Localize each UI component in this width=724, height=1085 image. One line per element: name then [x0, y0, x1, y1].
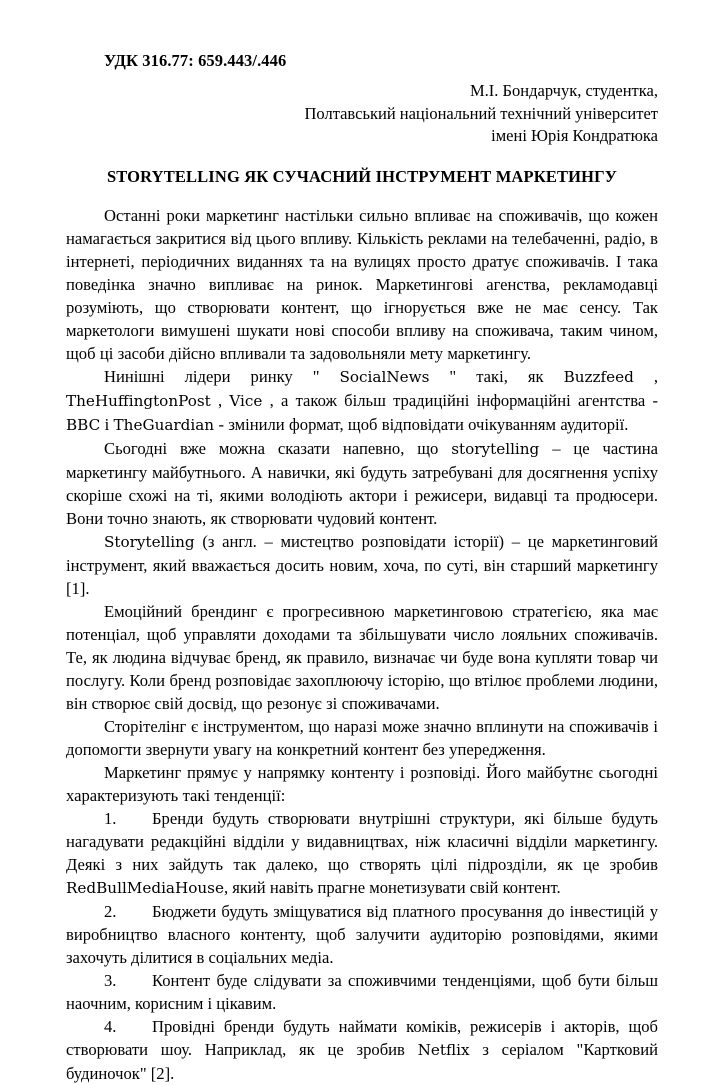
- author-affiliation-block: [66, 72, 658, 148]
- list-item-text: Бюджети будуть зміщуватися від платного просування до інвестицій у виробництво власного контенту, щоб залучити аудиторію розповідями, якими захочуть ділитися в соціальних медіа.: [66, 901, 658, 967]
- paragraph-5: Емоційний брендинг є прогресивною маркетинговою стратегією, яка має потенціал, щоб управляти доходами та збільшувати число лояльних споживачів. Те, як людина відчуває бренд, як правило, визначає чи буде вона купляти товар чи послугу. Коли бренд розповідає захоплюючу історію, що втілює проблеми людини, він створює свій досвід, що резонує зі споживачами.: [66, 601, 658, 713]
- affiliation-university: Полтавський національний технічний університет: [304, 103, 658, 123]
- paragraph-6: Сторітелінг є інструментом, що наразі може значно вплинути на споживачів і допомогти звернути увагу на конкретний контент без упередження.: [66, 716, 658, 759]
- list-item: [66, 969, 658, 1015]
- paragraph-1: Останні роки маркетинг настільки сильно впливає на споживачів, що кожен намагається закритися від цього впливу. Кількість реклами на телебаченні, радіо, в інтернеті, періодичних виданнях та на вулицях просто дратує споживачів. І така поведінка значно випливає на ринок. Маркетингові агенства, рекламодавці розуміють, що створювати контент, що ігнорується вже не має сенсу. Так маркетологи вимушені шукати нові способи впливу на споживача, таким чином, щоб ці засоби дійсно впливали та задовольняли мету маркетингу.: [66, 205, 658, 363]
- list-item-number: 1.: [104, 808, 117, 828]
- list-item-number: 2.: [104, 901, 117, 921]
- affiliation-university-name: імені Юрія Кондратюка: [491, 126, 658, 145]
- list-item-number: 4.: [104, 1016, 117, 1036]
- paragraph-7: Маркетинг прямує у напрямку контенту і розповіді. Його майбутнє сьогодні характеризують такі тенденції:: [66, 762, 658, 805]
- list-item: [66, 807, 658, 900]
- udc-code: УДК 316.77: 659.443/.446: [104, 51, 287, 70]
- list-item-text: Бренди будуть створювати внутрішні структури, які більше будуть нагадувати редакційні відділи у видавництвах, ніж класичні відділи маркетингу. Деякі з них зайдуть так далеко, що створять цілі підрозділи, як це зробив RedBullMediaHouse, який навіть прагне монетизувати свій контент.: [66, 808, 658, 897]
- paragraph-3: Сьогодні вже можна сказати напевно, що storytelling – це частина маркетингу майбутнього. А навички, які будуть затребувані для досягнення успіху скоріше схожі на ті, якими володіють актори і режисери, видавці та продюсери. Вони точно знають, як створювати чудовий контент.: [66, 438, 658, 528]
- list-item: [66, 900, 658, 969]
- page-title: STORYTELLING ЯК СУЧАСНИЙ ІНСТРУМЕНТ МАРКЕТИНГУ: [106, 166, 618, 186]
- list-item-text: Контент буде слідувати за споживчими тенденціями, щоб бути більш наочним, корисним і цікавим.: [66, 970, 658, 1013]
- list-item: [66, 1015, 658, 1085]
- page-content-column: [66, 0, 658, 1085]
- author-name: М.І. Бондарчук, студентка,: [470, 81, 658, 100]
- paragraph-2: Нинішні лідери ринку " SocialNews " такі, як Buzzfeed , TheHuffingtonPost , Vice , а також більш традиційні інформаційні агентства - BBC і TheGuardian - змінили формат, щоб відповідати очікуванням аудиторії.: [66, 366, 658, 434]
- article-body: [66, 188, 658, 1085]
- list-item-number: 3.: [104, 970, 117, 990]
- paragraph-4: Storytelling (з англ. – мистецтво розповідати історії) – це маркетинговий інструмент, який вважається досить новим, хоча, по суті, він старший маркетингу [1].: [66, 531, 658, 598]
- list-item-text: Провідні бренди будуть наймати коміків, режисерів і акторів, щоб створювати шоу. Наприклад, як це зробив Netflix з серіалом "Картковий будиночок" [2].: [66, 1016, 658, 1083]
